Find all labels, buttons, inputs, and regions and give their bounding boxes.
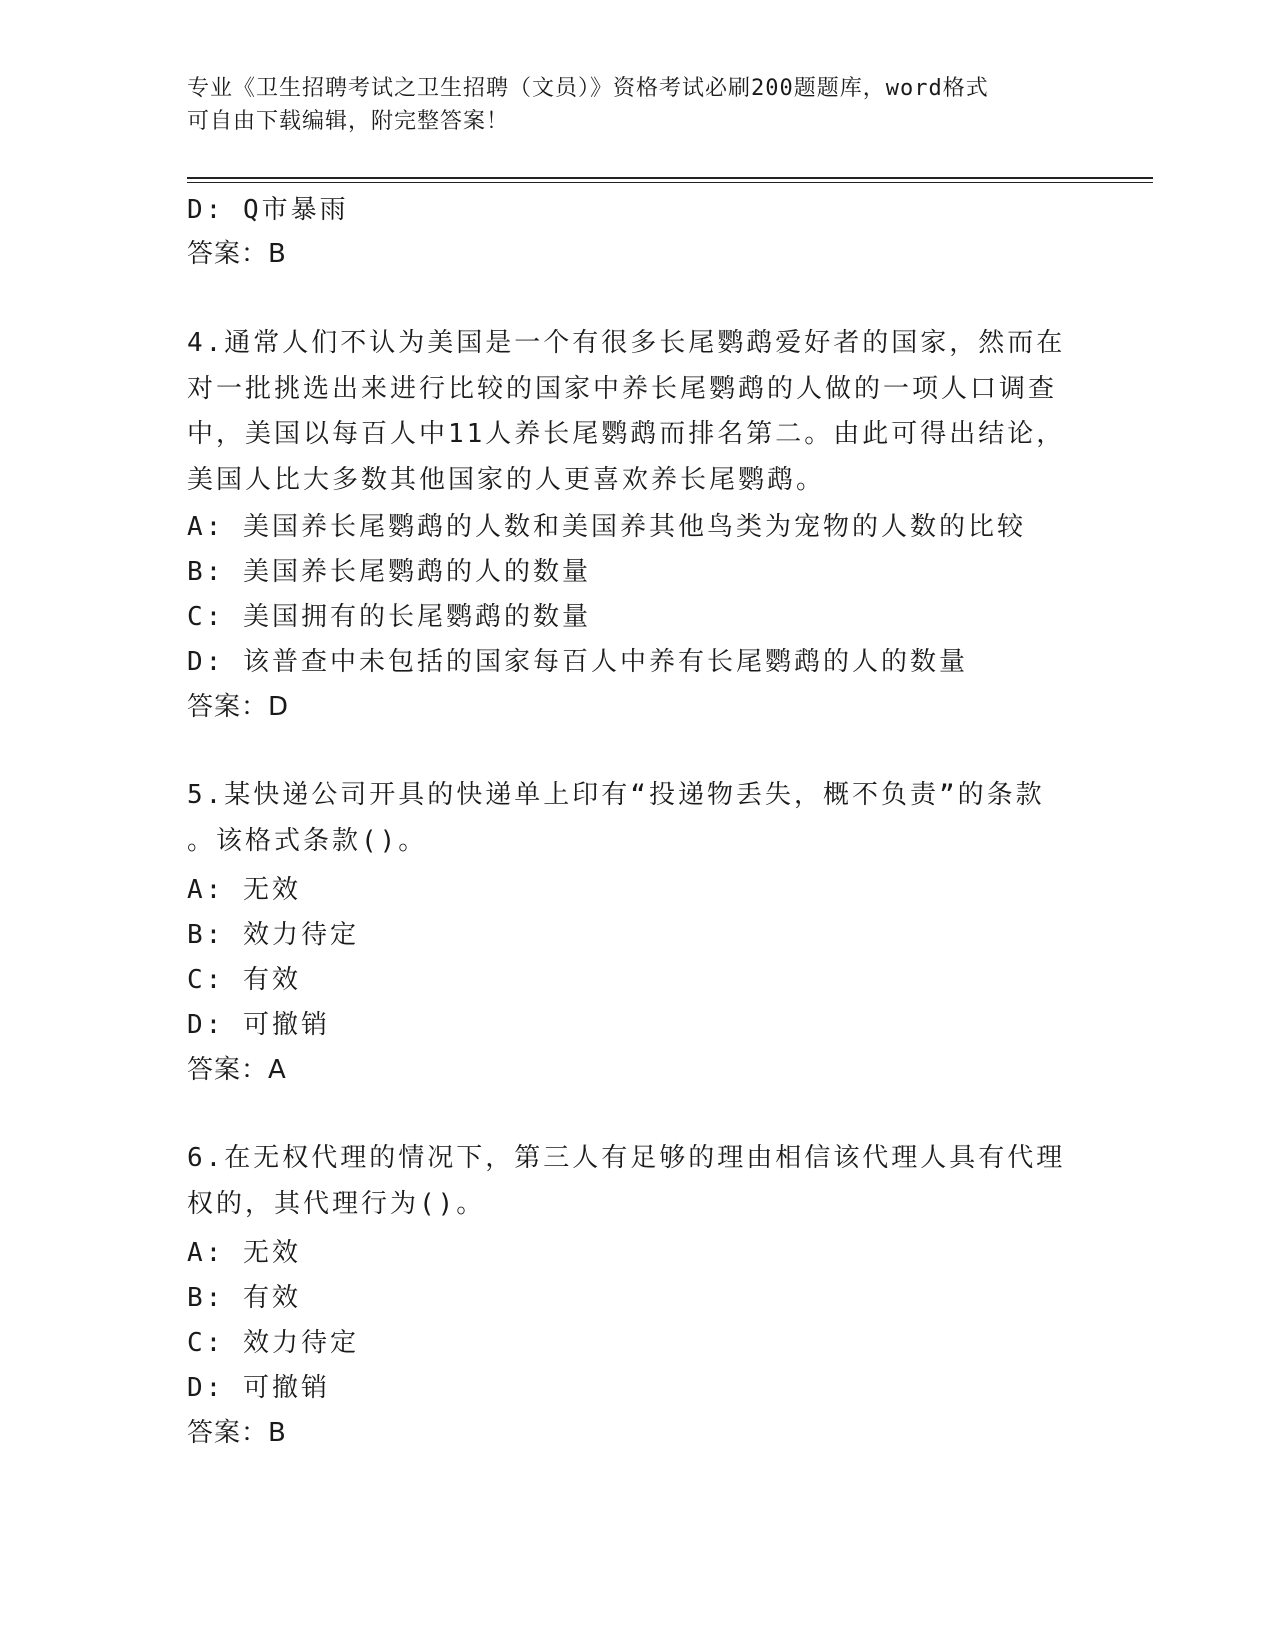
- question-5-stem: [187, 773, 1067, 864]
- question-5-option-b: B: 效力待定: [187, 920, 359, 950]
- stem-line: 中，美国以每百人中11人养长尾鹦鹉而排名第二。由此可得出结论，: [187, 419, 1066, 450]
- question-6-option-d: D: 可撤销: [187, 1373, 330, 1403]
- question-4-option-d: D: 该普查中未包括的国家每百人中养有长尾鹦鹉的人的数量: [187, 647, 968, 677]
- header-rule-thick: [187, 177, 1153, 179]
- stem-line: 对一批挑选出来进行比较的国家中养长尾鹦鹉的人做的一项人口调查: [187, 373, 1058, 404]
- prev-option-d: D: Q市暴雨: [187, 195, 349, 225]
- stem-line: 4.通常人们不认为美国是一个有很多长尾鹦鹉爱好者的国家，然而在: [187, 328, 1066, 358]
- header-rule-thin: [187, 182, 1153, 183]
- question-5-option-c: C: 有效: [187, 965, 301, 995]
- stem-line: 权的，其代理行为()。: [187, 1188, 486, 1219]
- question-4-option-c: C: 美国拥有的长尾鹦鹉的数量: [187, 602, 591, 632]
- question-4-answer: 答案：D: [187, 692, 290, 722]
- stem-line: 美国人比大多数其他国家的人更喜欢养长尾鹦鹉。: [187, 464, 826, 495]
- header-line-2: 可自由下载编辑，附完整答案！: [187, 109, 510, 134]
- stem-line: 5.某快递公司开具的快递单上印有“投递物丢失，概不负责”的条款: [187, 780, 1045, 810]
- document-header: [187, 72, 1067, 138]
- question-4-option-a: A: 美国养长尾鹦鹉的人数和美国养其他鸟类为宠物的人数的比较: [187, 512, 1026, 542]
- question-6-option-b: B: 有效: [187, 1283, 301, 1313]
- question-4-option-b: B: 美国养长尾鹦鹉的人的数量: [187, 557, 591, 587]
- header-line-1: 专业《卫生招聘考试之卫生招聘（文员）》资格考试必刷200题题库，word格式: [187, 76, 989, 101]
- question-6-option-a: A: 无效: [187, 1238, 301, 1268]
- prev-answer: 答案：B: [187, 239, 287, 269]
- question-6-stem: [187, 1136, 1067, 1227]
- question-5-option-a: A: 无效: [187, 875, 301, 905]
- question-6-answer: 答案：B: [187, 1418, 287, 1448]
- question-4-stem: [187, 321, 1067, 503]
- question-5-option-d: D: 可撤销: [187, 1010, 330, 1040]
- stem-line: 。该格式条款()。: [187, 825, 428, 856]
- question-5-answer: 答案：A: [187, 1055, 287, 1085]
- stem-line: 6.在无权代理的情况下，第三人有足够的理由相信该代理人具有代理: [187, 1143, 1066, 1173]
- question-6-option-c: C: 效力待定: [187, 1328, 359, 1358]
